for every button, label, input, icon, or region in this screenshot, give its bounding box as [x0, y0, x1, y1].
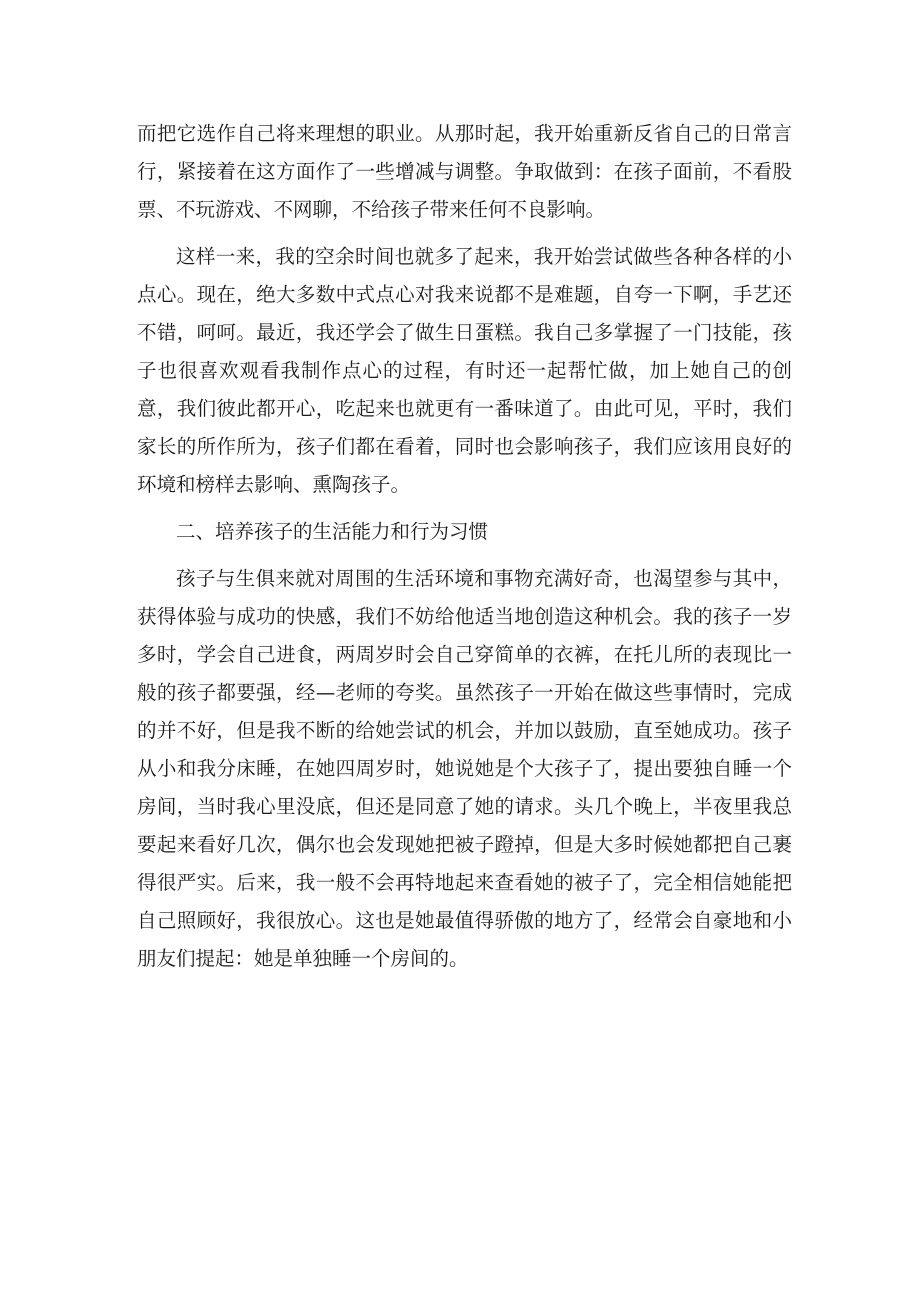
- paragraph-life-skills: 孩子与生俱来就对周围的生活环境和事物充满好奇，也渴望参与其中，获得体验与成功的快感，我们不妨给他适当地创造这种机会。我的孩子一岁多时，学会自己进食，两周岁时会自己穿简单的衣裤，在托儿所的表现比一般的孩子都要强，经—老师的夸奖。虽然孩子一开始在做这些事情时，完成的并不好，但是我不断的给她尝试的机会，并加以鼓励，直至她成功。孩子从小和我分床睡，在她四周岁时，她说她是个大孩子了，提出要独自睡一个房间，当时我心里没底，但还是同意了她的请求。头几个晚上，半夜里我总要起来看好几次，偶尔也会发现她把被子蹬掉，但是大多时候她都把自己裹得很严实。后来，我一般不会再特地起来查看她的被子了，完全相信她能把自己照顾好，我很放心。这也是她最值得骄傲的地方了，经常会自豪地和小朋友们提起：她是单独睡一个房间的。: [137, 567, 792, 970]
- section-heading-2: 二、培养孩子的生活能力和行为习惯: [176, 520, 489, 543]
- paragraph-continuation: 而把它选作自己将来理想的职业。从那时起，我开始重新反省自己的日常言行，紧接着在这方面作了一些增减与调整。争取做到：在孩子面前，不看股票、不玩游戏、不网聊，不给孩子带来任何不良影响。: [137, 122, 792, 221]
- paragraph-snacks: 这样一来，我的空余时间也就多了起来，我开始尝试做些各种各样的小点心。现在，绝大多数中式点心对我来说都不是难题，自夸一下啊，手艺还不错，呵呵。最近，我还学会了做生日蛋糕。我自己多掌握了一门技能，孩子也很喜欢观看我制作点心的过程，有时还一起帮忙做，加上她自己的创意，我们彼此都开心，吃起来也就更有一番味道了。由此可见，平时，我们家长的所作所为，孩子们都在看着，同时也会影响孩子，我们应该用良好的环境和榜样去影响、熏陶孩子。: [137, 245, 792, 496]
- document-body: [137, 115, 792, 987]
